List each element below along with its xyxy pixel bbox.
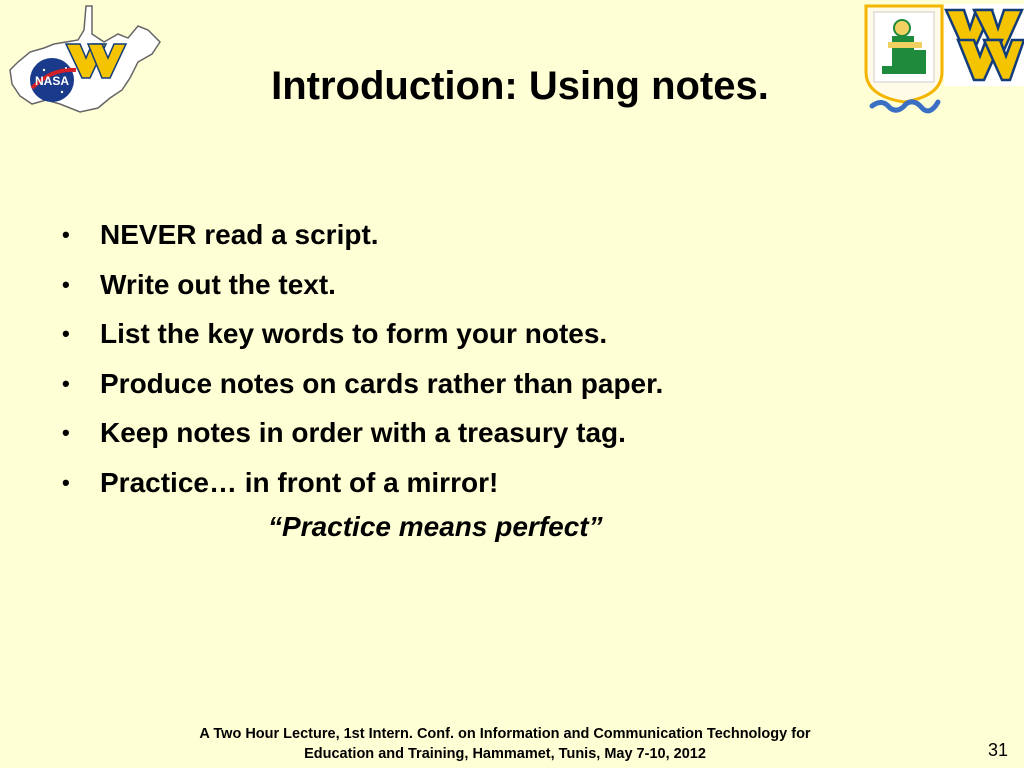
bullet-item (60, 408, 663, 458)
bullet-dot: • (62, 222, 70, 247)
footer-line-1: A Two Hour Lecture, 1st Intern. Conf. on Information and Communication Technology for (199, 726, 811, 742)
bullet-dot: • (62, 469, 70, 495)
bullet-item (60, 260, 663, 310)
bullet-text: NEVER read a script. (100, 219, 379, 250)
page-number: 31 (988, 740, 1009, 760)
footer-line-2: Education and Training, Hammamet, Tunis, May 7-10, 2012 (304, 746, 706, 762)
bullet-text: Practice… in front of a mirror! (100, 466, 499, 498)
bullet-text: Keep notes in order with a treasury tag. (100, 417, 626, 448)
bullet-item (60, 458, 663, 508)
nasa-text: NASA (34, 74, 70, 88)
bullet-item (60, 210, 663, 260)
bullet-dot: • (62, 321, 70, 346)
bullet-text: List the key words to form your notes. (100, 318, 608, 349)
bullet-text: Write out the text. (100, 268, 336, 300)
bullet-dot: • (62, 271, 70, 297)
bullet-dot: • (62, 370, 70, 396)
slide-title: Introduction: Using notes. (271, 64, 769, 108)
bullet-item (60, 359, 663, 409)
bullet-dot: • (62, 420, 70, 445)
bullet-text: Produce notes on cards rather than paper. (100, 367, 664, 399)
quote-text: “Practice means perfect” (268, 511, 603, 542)
bullet-list (60, 210, 663, 507)
footer (140, 724, 870, 764)
bullet-item (60, 309, 663, 359)
